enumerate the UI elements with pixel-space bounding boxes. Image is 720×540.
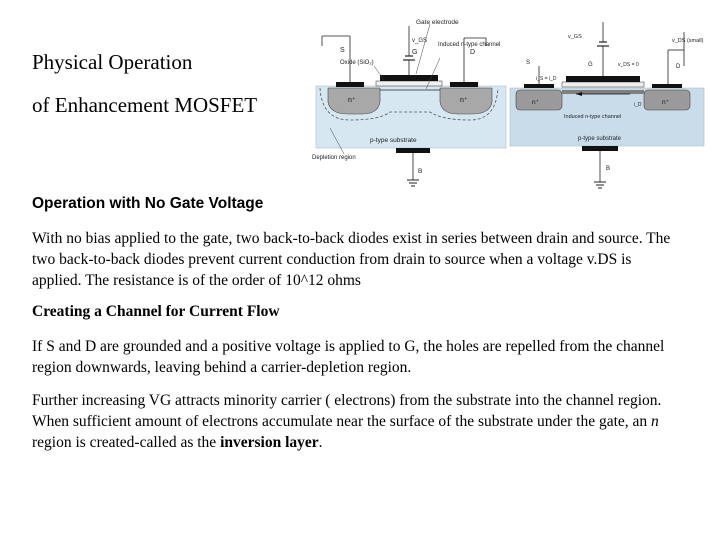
right-gate-metal [566, 76, 640, 82]
label-vgs: v_GS [412, 38, 428, 44]
label-p-substrate: p-type substrate [370, 137, 417, 144]
label-g: G [412, 49, 418, 56]
right-drain-contact [652, 84, 682, 88]
gate-oxide [376, 81, 442, 86]
right-label-induced-channel: Induced n-type channel [564, 114, 622, 120]
right-device [510, 22, 704, 188]
label-s: S [340, 47, 345, 54]
right-label-id: i_D [634, 102, 642, 108]
right-label-vgs: v_GS [568, 34, 582, 40]
right-gate-oxide [562, 82, 644, 87]
inversion-text-part1: Further increasing VG attracts minority carrier ( electrons) from the substrate into the channel region. When sufficient amount of electrons accumulate near the surface of the substrate under the gate, an [32, 392, 662, 430]
label-n-plus-drain: n⁺ [460, 97, 468, 104]
right-label-b: B [606, 166, 611, 172]
label-gate-electrode: Gate electrode [416, 19, 459, 26]
right-label-n-source: n⁺ [532, 99, 540, 106]
title-line-1: Physical Operation [32, 50, 193, 74]
right-label-n-drain: n⁺ [662, 99, 670, 106]
inversion-text-n: n [651, 413, 659, 430]
right-label-vds-small: v_DS (small) [672, 38, 704, 44]
label-oxide: Oxide (SiO₂) [340, 60, 374, 66]
inversion-layer-term: inversion layer [220, 434, 319, 451]
label-b: B [418, 168, 423, 175]
paragraph-holes-repelled: If S and D are grounded and a positive voltage is applied to G, the holes are repelled from the channel region downwards, leaving behind a carrier-depletion region. [32, 338, 665, 376]
right-label-s: S [526, 60, 531, 66]
left-device [312, 19, 506, 186]
right-label-is: i_S = i_D [536, 76, 557, 82]
mosfet-cross-section-diagram [300, 16, 710, 196]
right-label-g: G [588, 62, 593, 68]
right-label-p-substrate: p-type substrate [578, 136, 622, 142]
body-contact [396, 148, 430, 153]
label-n-plus-source: n⁺ [348, 97, 356, 104]
title-line-2: of Enhancement MOSFET [32, 93, 258, 117]
drain-contact [450, 82, 478, 87]
right-channel [562, 90, 644, 94]
section-heading-no-gate-voltage: Operation with No Gate Voltage [32, 195, 264, 212]
label-induced-channel: Induced n-type channel [438, 42, 501, 48]
source-contact [336, 82, 364, 87]
right-label-d: D [676, 64, 681, 70]
label-depletion-region: Depletion region [312, 155, 356, 161]
paragraph-inversion-layer [32, 390, 682, 453]
paragraph-no-gate-voltage: With no bias applied to the gate, two back-to-back diodes exist in series between drain and source. The two back-to-back diodes prevent current conduction from drain to source when a voltage v.DS is applied. The resistance is of the order of 10^12 ohms [32, 230, 671, 289]
right-label-vds-zero: v_DS = 0 [618, 62, 639, 68]
right-body-contact [582, 146, 618, 151]
gate-metal [380, 75, 438, 81]
inversion-text-part2: region is created-called as the [32, 434, 221, 451]
inversion-text-end: . [318, 434, 323, 451]
right-source-contact [524, 84, 554, 88]
label-d: D [470, 49, 476, 56]
section-heading-creating-channel: Creating a Channel for Current Flow [32, 303, 280, 320]
